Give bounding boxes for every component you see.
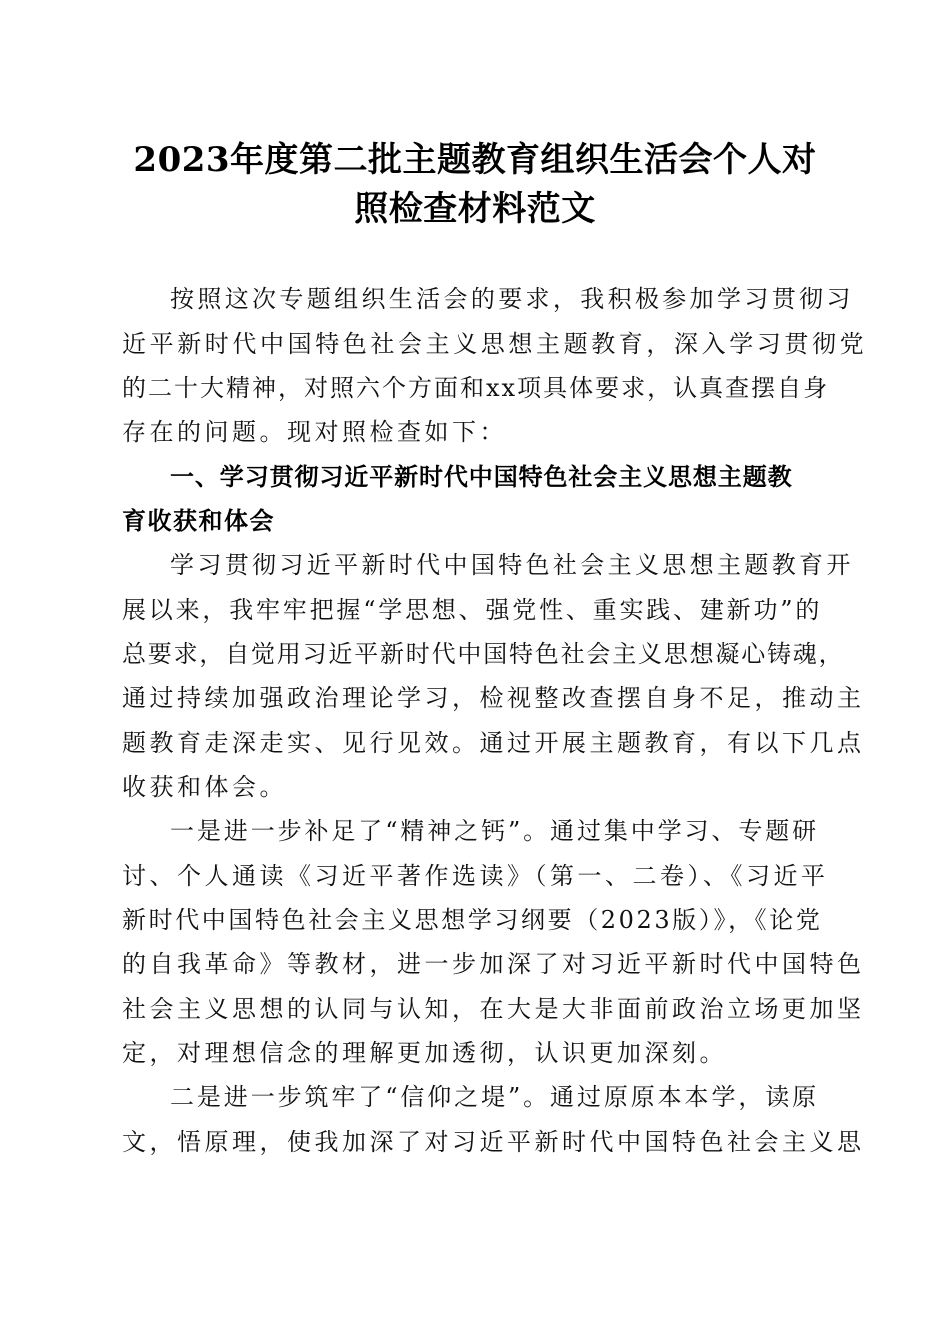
- intro-line-2: 近平新时代中国特色社会主义思想主题教育，深入学习贯彻党: [122, 330, 868, 358]
- section-heading-line-2: 育收获和体会: [122, 507, 275, 535]
- body-line-11: 社会主义思想的认同与认知，在大是大非面前政治立场更加坚: [122, 995, 865, 1023]
- body-line-10: 的自我革命》等教材，进一步加深了对习近平新时代中国特色: [122, 950, 865, 978]
- body-line-7: 一是进一步补足了“精神之钙”。通过集中学习、专题研: [170, 817, 820, 845]
- document-title-line-1: 2023年度第二批主题教育组织生活会个人对: [133, 140, 817, 180]
- body-line-3: 总要求，自觉用习近平新时代中国特色社会主义思想凝心铸魂，: [122, 640, 845, 668]
- body-line-5: 题教育走深走实、见行见效。通过开展主题教育，有以下几点: [122, 729, 865, 757]
- body-line-1: 学习贯彻习近平新时代中国特色社会主义思想主题教育开: [170, 551, 854, 579]
- body-line-14: 文，悟原理，使我加深了对习近平新时代中国特色社会主义思: [122, 1128, 865, 1156]
- body-line-12: 定，对理想信念的理解更加透彻，认识更加深刻。: [122, 1039, 727, 1067]
- body-line-2: 展以来，我牢牢把握“学思想、强党性、重实践、建新功”的: [122, 596, 823, 624]
- body-line-13: 二是进一步筑牢了“信仰之堤”。通过原原本本学，读原: [170, 1083, 820, 1111]
- document-title-line-2: 照检查材料范文: [354, 189, 596, 229]
- body-line-4: 通过持续加强政治理论学习，检视整改查摆自身不足，推动主: [122, 684, 865, 712]
- body-line-9: 新时代中国特色社会主义思想学习纲要（2023版）》，《论党: [122, 906, 823, 934]
- intro-line-3: 的二十大精神，对照六个方面和xx项具体要求，认真查摆自身: [122, 374, 830, 402]
- body-line-8: 讨、个人通读《习近平著作选读》（第一、二卷）、《习近平: [122, 862, 829, 890]
- body-line-6: 收获和体会。: [122, 773, 287, 801]
- intro-line-1: 按照这次专题组织生活会的要求，我积极参加学习贯彻习: [170, 285, 854, 313]
- intro-line-4: 存在的问题。现对照检查如下：: [122, 418, 507, 446]
- section-heading-line-1: 一、学习贯彻习近平新时代中国特色社会主义思想主题教: [170, 463, 793, 491]
